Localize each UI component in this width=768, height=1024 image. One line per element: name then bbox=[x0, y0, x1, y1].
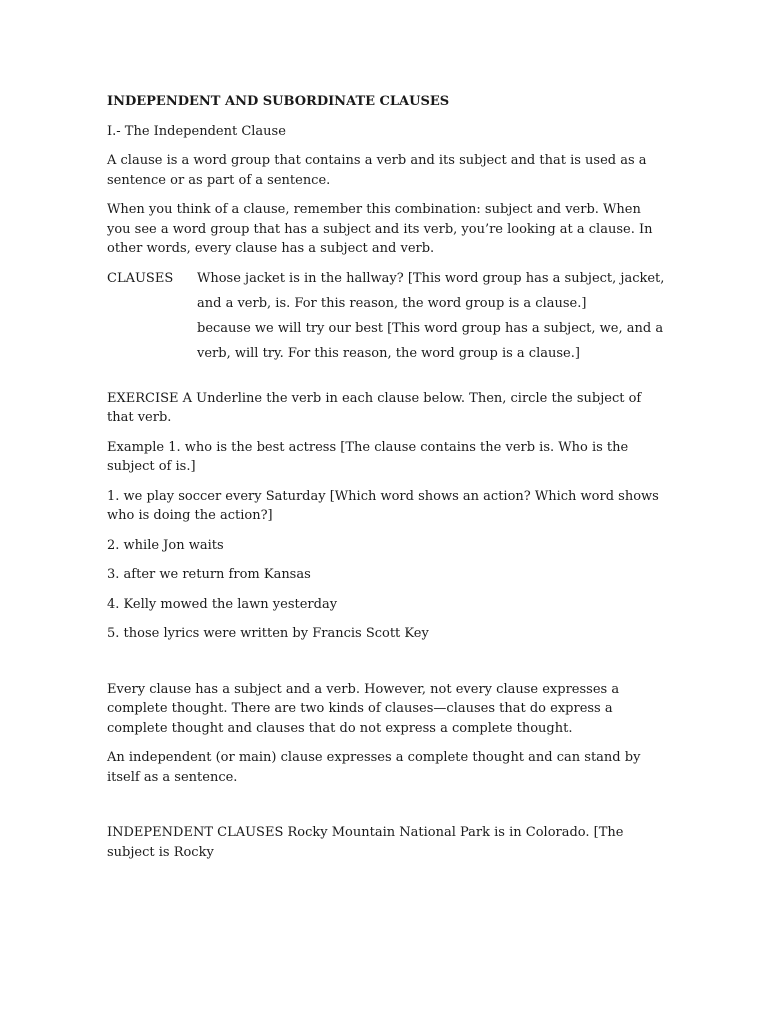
paragraph-clause-definition: A clause is a word group that contains a verb and its subject and that is used as a sentence or as part of a sentence. bbox=[107, 153, 647, 188]
section-heading: I.- The Independent Clause bbox=[107, 123, 286, 139]
exercise-item: 2. while Jon waits bbox=[107, 537, 224, 553]
clause-line: Whose jacket is in the hallway? [This word group has a subject, jacket, bbox=[197, 270, 665, 286]
exercise-intro: EXERCISE A Underline the verb in each clause below. Then, circle the subject of that verb. bbox=[107, 390, 642, 425]
document-title: INDEPENDENT AND SUBORDINATE CLAUSES bbox=[107, 94, 450, 109]
clause-line: because we will try our best [This word group has a subject, we, and a bbox=[197, 320, 664, 336]
exercise-item: 1. we play soccer every Saturday [Which word shows an action? Which word shows who is doing the action?] bbox=[107, 488, 659, 523]
paragraph-independent-definition: An independent (or main) clause expresses a complete thought and can stand by itself as a sentence. bbox=[107, 750, 641, 785]
exercise-item: 4. Kelly mowed the lawn yesterday bbox=[107, 596, 338, 612]
paragraph-subject-verb: When you think of a clause, remember this combination: subject and verb. When you see a word group that has a subject and its verb, you’re looking at a clause. In other words, every clause has a subject and verb. bbox=[107, 202, 653, 256]
document-body bbox=[107, 92, 667, 872]
paragraph-kinds-of-clauses: Every clause has a subject and a verb. However, not every clause expresses a complete thought. There are two kinds of clauses—clauses that do express a complete thought and clauses that do not express a complete thought. bbox=[107, 681, 620, 736]
exercise-example: Example 1. who is the best actress [The clause contains the verb is. Who is the subject of is.] bbox=[107, 439, 629, 474]
paragraph-independent-examples: INDEPENDENT CLAUSES Rocky Mountain National Park is in Colorado. [The subject is Rocky bbox=[107, 825, 624, 860]
exercise-item: 5. those lyrics were written by Francis Scott Key bbox=[107, 626, 429, 641]
clauses-lines bbox=[197, 269, 667, 369]
exercise-item: 3. after we return from Kansas bbox=[107, 567, 311, 582]
clauses-label: CLAUSES bbox=[107, 270, 174, 286]
clauses-examples bbox=[107, 269, 667, 369]
clause-line: and a verb, is. For this reason, the word group is a clause.] bbox=[197, 295, 587, 311]
clause-line: verb, will try. For this reason, the word group is a clause.] bbox=[197, 345, 580, 361]
